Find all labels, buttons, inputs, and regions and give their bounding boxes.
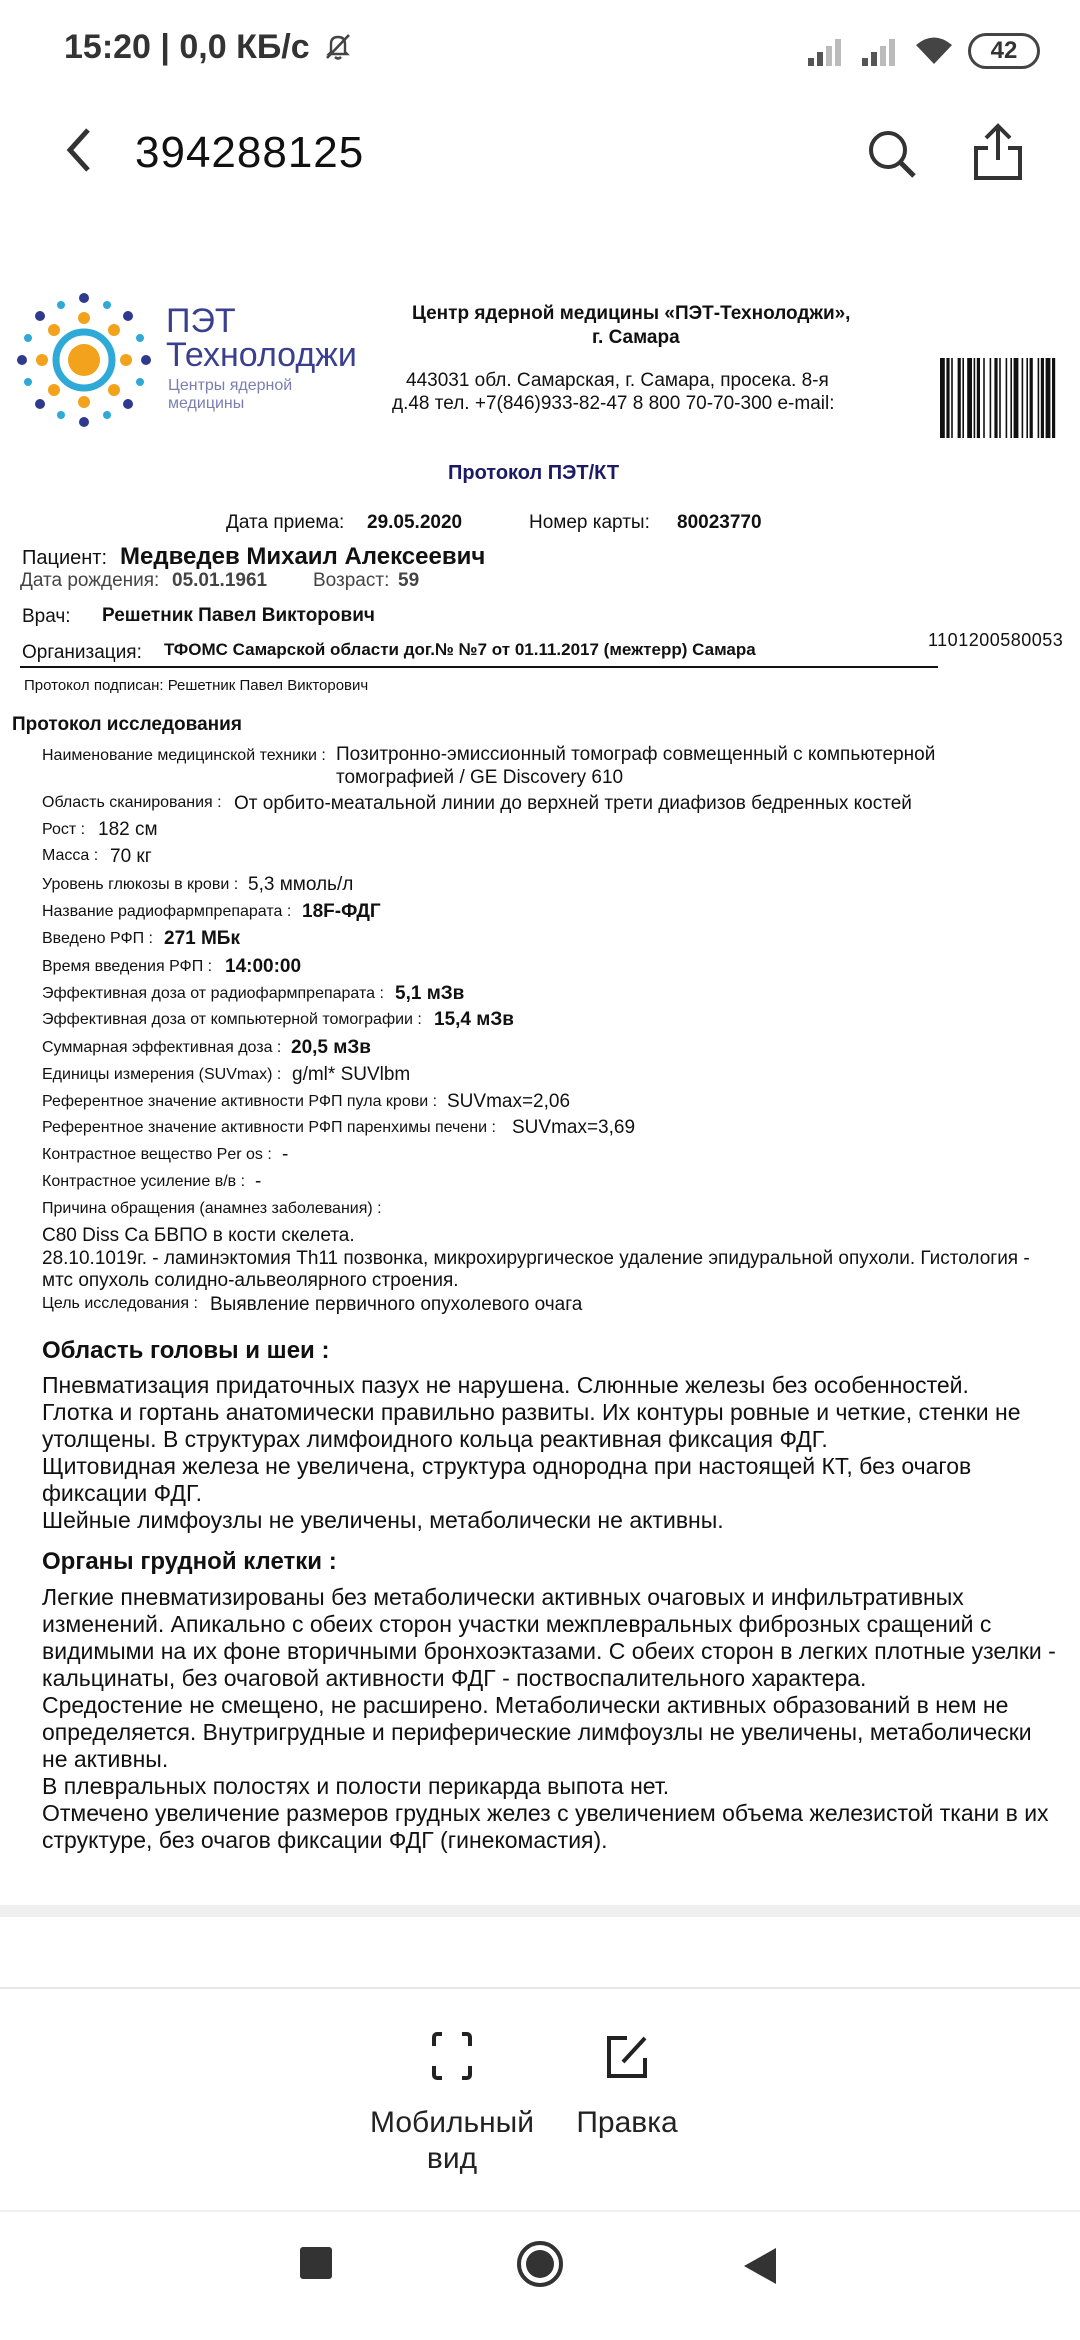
status-icons (806, 28, 1040, 74)
nav-separator (0, 2210, 1080, 2212)
rfp-name-label: Название радиофармпрепарата : (42, 903, 292, 920)
eff-dose-rfp-value: 5,1 мЗв (395, 983, 465, 1004)
device-label: Наименование медицинской техники : (42, 747, 326, 764)
chevron-left-icon (56, 120, 106, 180)
card-number-label: Номер карты: (529, 512, 650, 533)
goal-value: Выявление первичного опухолевого очага (210, 1294, 583, 1315)
organization-label: Организация: (22, 642, 142, 663)
contrast-os-label: Контрастное вещество Per os : (42, 1146, 272, 1163)
organization-underline (20, 666, 938, 668)
eff-dose-ct-label: Эффективная доза от компьютерной томографии : (42, 1011, 422, 1028)
search-icon (862, 124, 922, 184)
units-label: Единицы измерения (SUVmax) : (42, 1066, 282, 1083)
org-address-line-1: 443031 обл. Самарская, г. Самара, просека. 8-я (406, 370, 829, 391)
glucose-value: 5,3 ммоль/л (248, 874, 354, 895)
organization-value: ТФОМС Самарской области дог.№ №7 от 01.11.2017 (межтерр) Самара (164, 640, 756, 659)
chest-title: Органы грудной клетки : (42, 1548, 337, 1575)
document-title: 394288125 (135, 128, 365, 177)
chest-text: Легкие пневматизированы без метаболически активных очаговых и инфильтративных изменений. Апикально с обеих сторон участки межплевральных фиброзных сращений с видимыми на их фоне вторичными бронхоэктазами. С обеих сторон в легких плотные узелки - кальцинаты, без очаговой активности ФДГ - поствоспалительного характера. Средостение не смещено, не расширено. Метаболически активных образований в нем не определяется. Внутригрудные и периферические лимфоузлы не увеличены, метаболически не активны. В плевральных полостях и полости перикарда выпота нет. Отмечено увеличение размеров грудных желез с увеличением объема железистой ткани в их структуре, без очагов фиксации ФДГ (гинекомастия). (42, 1584, 1056, 1853)
goal-label: Цель исследования : (42, 1295, 198, 1312)
doctor-label: Врач: (22, 606, 71, 627)
back-button[interactable] (56, 120, 106, 180)
eff-dose-ct-value: 15,4 мЗв (434, 1009, 514, 1030)
doctor-name: Решетник Павел Викторович (102, 605, 375, 626)
logo-sub-1: Центры ядерной (168, 377, 293, 394)
signal-icon-2 (860, 36, 900, 66)
org-name-line-1: Центр ядерной медицины «ПЭТ-Технолоджи», (412, 303, 851, 324)
age-value: 59 (398, 570, 420, 591)
nav-home-button[interactable] (516, 2240, 564, 2288)
visit-date: 29.05.2020 (367, 512, 463, 533)
eff-dose-total-value: 20,5 мЗв (291, 1037, 371, 1058)
scan-area-value: От орбито-меатальной линии до верхней трети диафизов бедренных костей (234, 793, 912, 814)
dob-value: 05.01.1961 (172, 570, 268, 591)
status-time (64, 28, 353, 67)
card-number: 80023770 (677, 512, 762, 533)
study-title: Протокол исследования (12, 714, 242, 735)
battery-indicator (968, 33, 1040, 69)
org-name-line-2: г. Самара (592, 327, 680, 348)
edit-icon (603, 2030, 651, 2082)
glucose-label: Уровень глюкозы в крови : (42, 876, 239, 893)
search-button[interactable] (862, 124, 922, 184)
head-neck-title: Область головы и шеи : (42, 1337, 330, 1364)
rfp-time-value: 14:00:00 (225, 956, 302, 977)
ref-blood-value: SUVmax=2,06 (447, 1091, 571, 1112)
ref-blood-label: Референтное значение активности РФП пула крови : (42, 1093, 438, 1110)
reason-line-1: С80 Diss Ca БВПО в кости скелета. (42, 1225, 355, 1246)
height-label: Рост : (42, 821, 86, 838)
ref-liver-label: Референтное значение активности РФП паренхимы печени : (42, 1119, 496, 1136)
logo-text-1: ПЭТ (166, 302, 236, 340)
contrast-iv-label: Контрастное усиление в/в : (42, 1173, 246, 1190)
mobile-view-icon (428, 2030, 476, 2082)
patient-label: Пациент: (22, 547, 108, 569)
ref-liver-value: SUVmax=3,69 (512, 1117, 636, 1138)
logo-sub-2: медицины (168, 395, 245, 412)
mobile-view-button[interactable] (362, 2030, 542, 2177)
contrast-os-value: - (282, 1144, 289, 1165)
rfp-dose-value: 271 МБк (164, 928, 240, 949)
device-value-2: томографией / GE Discovery 610 (336, 767, 624, 788)
logo-text-2: Технолоджи (166, 336, 357, 374)
nav-recent-button[interactable] (300, 2247, 332, 2279)
bell-off-icon (323, 31, 353, 61)
units-value: g/ml* SUVlbm (292, 1064, 411, 1085)
barcode-number: 1101200580053 (928, 630, 1064, 650)
device-value-1: Позитронно-эмиссионный томограф совмещенный с компьютерной (336, 744, 936, 765)
org-address-line-2: д.48 тел. +7(846)933-82-47 8 800 70-70-300 e-mail: (392, 393, 835, 414)
back-triangle-icon (740, 2246, 780, 2286)
reason-line-2: 28.10.1019г. - ламинэктомия Th11 позвонка, микрохирургическое удаление эпидуральной опухоли. Гистология - (42, 1248, 1030, 1269)
rfp-dose-label: Введено РФП : (42, 930, 153, 947)
age-label: Возраст: (313, 570, 390, 591)
logo-emblem (4, 280, 164, 440)
rfp-time-label: Время введения РФП : (42, 958, 213, 975)
mass-value: 70 кг (110, 846, 152, 867)
reason-label: Причина обращения (анамнез заболевания) : (42, 1200, 382, 1217)
height-value: 182 см (98, 819, 158, 840)
home-circle-icon (516, 2240, 564, 2288)
dob-label: Дата рождения: (20, 570, 160, 591)
wifi-icon (914, 36, 954, 66)
mobile-view-label: Мобильный вид (370, 2106, 534, 2175)
rfp-name-value: 18F-ФДГ (302, 901, 381, 922)
edit-button[interactable] (537, 2030, 717, 2141)
share-button[interactable] (968, 120, 1028, 184)
barcode (938, 358, 1080, 438)
signal-icon (806, 36, 846, 66)
nav-back-button[interactable] (740, 2246, 780, 2286)
contrast-iv-value: - (255, 1171, 262, 1192)
reason-line-3: мтс опухоль солидно-альвеолярного строения. (42, 1270, 459, 1291)
status-time-text: 15:20 | 0,0 КБ/с (64, 28, 310, 66)
toolbar-separator (0, 1987, 1080, 1989)
mass-label: Масса : (42, 847, 99, 864)
visit-date-label: Дата приема: (226, 512, 345, 533)
battery-level: 42 (990, 37, 1018, 64)
document-page[interactable] (0, 250, 1080, 1910)
eff-dose-total-label: Суммарная эффективная доза : (42, 1039, 282, 1056)
protocol-title: Протокол ПЭТ/КТ (448, 462, 620, 484)
patient-name: Медведев Михаил Алексеевич (120, 543, 486, 570)
head-neck-text: Пневматизация придаточных пазух не нарушена. Слюнные железы без особенностей. Глотка и гортань анатомически правильно развиты. Их контуры ровные и четкие, стенки не утолщены. В структурах лимфоидного кольца реактивная фиксация ФДГ. Щитовидная железа не увеличена, структура однородна при настоящей КТ, без очагов фиксации ФДГ. Шейные лимфоузлы не увеличены, метаболически не активны. (42, 1372, 1021, 1533)
eff-dose-rfp-label: Эффективная доза от радиофармпрепарата : (42, 985, 384, 1002)
signed-by: Протокол подписан: Решетник Павел Викторович (24, 677, 369, 694)
edit-label: Правка (576, 2106, 678, 2139)
share-icon (968, 120, 1028, 184)
scan-area-label: Область сканирования : (42, 794, 222, 811)
page-bottom-divider (0, 1905, 1080, 1917)
